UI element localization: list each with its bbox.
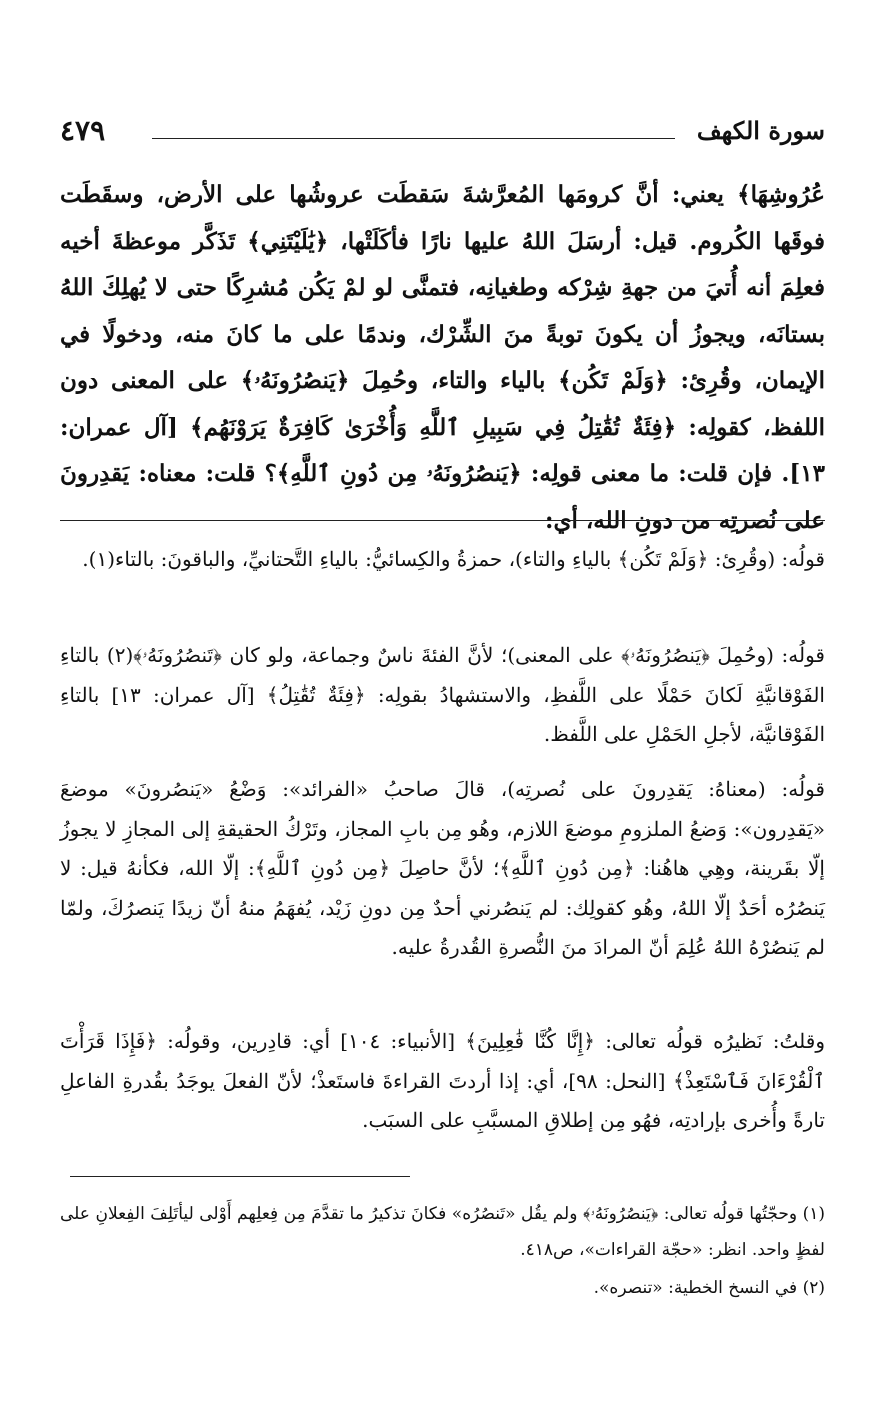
surah-title: سورة الكهف	[696, 116, 825, 145]
footnote-2: (٢) في النسخ الخطية: «تنصره».	[593, 1278, 825, 1298]
page-number: ٤٧٩	[60, 114, 106, 147]
page-header	[60, 112, 825, 152]
commentary-paragraph-1: قولُه: (وقُرِئ: ﴿وَلَمْ تَكُن﴾ بالياءِ والتاء)، حمزةُ والكِسائيُّ: بالياءِ التَّحتانيِّ، والباقونَ: بالتاء(١).	[82, 547, 825, 571]
commentary-paragraph-2: قولُه: (وحُمِلَ ﴿يَنصُرُونَهُۥ﴾ على المعنى)؛ لأنَّ الفئةَ ناسٌ وجماعة، ولو كان ﴿تَنصُرُونَهُۥ﴾(٢) بالتاءِ الفَوْقانيَّةِ لَكانَ حَمْلًا على اللَّفظِ، والاستشهادُ بقولِه: ﴿فِئَةٌ تُقَٰتِلُ﴾ [آل عمران: ١٣] بالتاءِ الفَوْقانيَّة، لأجلِ الحَمْلِ على اللَّفظ.	[60, 643, 825, 746]
commentary-paragraph-4: وقلتُ: نَظيرُه قولُه تعالى: ﴿إِنَّا كُنَّا فَٰعِلِينَ﴾ [الأنبياء: ١٠٤] أي: قادِرين، وقولُه: ﴿فَإِذَا قَرَأْتَ ٱلْقُرْءَانَ فَٱسْتَعِذْ﴾ [النحل: ٩٨]، أي: إذا أردتَ القراءةَ فاستَعذْ؛ لأنّ الفعلَ يوجَدُ بقُدرةِ الفاعلِ تارةً وأُخرى بإرادتِه، فهُو مِن إطلاقِ المسبَّبِ على السبَب.	[60, 1029, 826, 1132]
main-text-rule	[60, 520, 825, 521]
commentary-paragraph-3: قولُه: (معناهُ: يَقدِرونَ على نُصرتِه)، قالَ صاحبُ «الفرائد»: وَضْعُ «يَنصُرونَ» موضعَ «يَقدِرون»: وَضعُ الملزومِ موضعَ اللازم، وهُو مِن بابِ المجاز، وتَرْكُ الحقيقةِ إلى المجازِ لا يجوزُ إلّا بقَرينة، وهِي هاهُنا: ﴿مِن دُونِ ٱللَّهِ﴾؛ لأنَّ حاصِلَ ﴿مِن دُونِ ٱللَّهِ﴾: إلّا الله، فكأنهُ قيل: لا يَنصُرُه أحَدٌ إلّا اللهُ، وهُو كقولِك: لم يَنصُرني أحدٌ مِن دونِ زَيْد، يُفهَمُ منهُ أنّ زيدًا يَنصرُكَ، ولمّا لم يَنصُرْهُ اللهُ عُلِمَ أنّ المرادَ منَ النُّصرةِ القُدرةُ عليه.	[60, 777, 825, 959]
header-rule	[152, 138, 675, 139]
footnote-rule	[70, 1176, 410, 1177]
main-text: عُرُوشِهَا﴾ يعني: أنَّ كرومَها المُعرَّشةَ سَقطَت عروشُها على الأرض، وسقَطَت فوقَها الكُروم. قيل: أرسَلَ اللهُ عليها نارًا فأكَلَتْها، ﴿يَٰلَيْتَنِي﴾ تَذَكَّر موعظةَ أخيه فعلِمَ أنه أُتيَ من جهةِ شِرْكه وطغيانِه، فتمنَّى لو لمْ يَكُن مُشرِكًا حتى لا يُهلِكَ اللهُ بستانَه، ويجوزُ أن يكونَ توبةً منَ الشِّرْك، وندمًا على ما كانَ منه، ودخولًا في الإيمان، وقُرِئ: ﴿وَلَمْ تَكُن﴾ بالياء والتاء، وحُمِلَ ﴿يَنصُرُونَهُۥ﴾ على المعنى دون اللفظ، كقولِه: ﴿فِئَةٌ تُقَٰتِلُ فِي سَبِيلِ ٱللَّهِ وَأُخْرَىٰ كَافِرَةٌ يَرَوْنَهُم﴾ [آل عمران: ١٣]. فإن قلت: ما معنى قولِه: ﴿يَنصُرُونَهُۥ مِن دُونِ ٱللَّهِ﴾؟ قلت: معناه: يَقدِرونَ على نُصرتِه من دونِ الله، أي:	[60, 181, 825, 534]
footnote-1: (١) وحجّتُها قولُه تعالى: ﴿يَنصُرُونَهُۥ﴾ ولم يقُل «تَنصُرُه» فكانَ تذكيرُ ما تقدَّمَ مِن فِعلِهم أَوْلى ليأتَلِفَ الفِعلانِ على لفظٍ واحد. انظر: «حجّة القراءات»، ص٤١٨.	[60, 1204, 825, 1260]
